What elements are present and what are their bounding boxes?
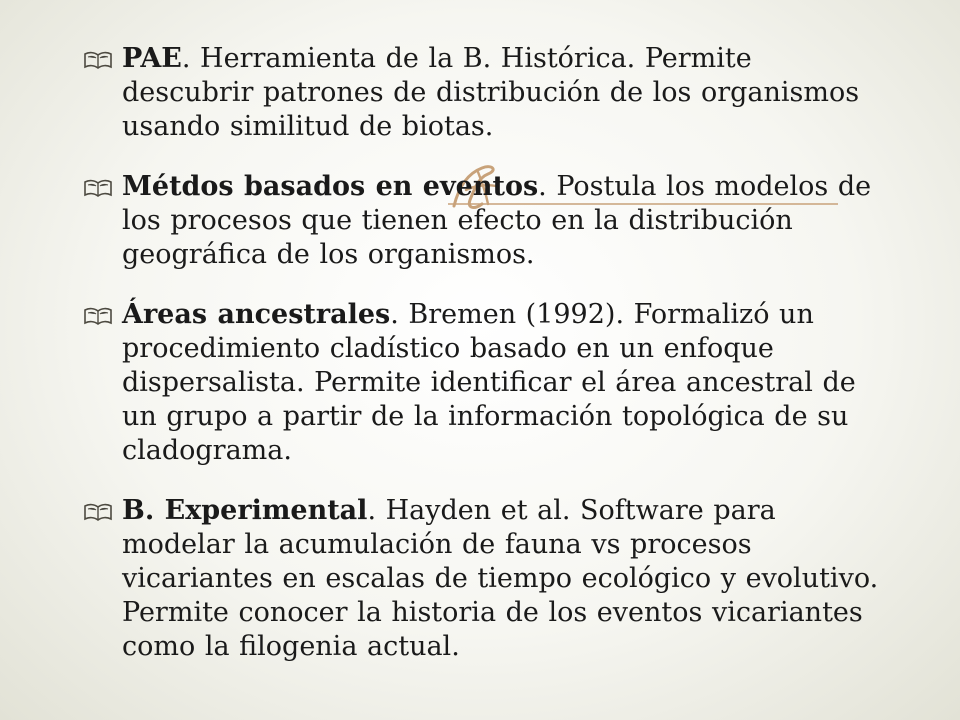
- bullet-item: [84, 298, 884, 468]
- bullet-item: [84, 42, 884, 144]
- bullet-list: [84, 42, 884, 690]
- bullet-text: . Herramienta de la B. Histórica. Permite descubrir patrones de distribución de los organismos usando similitud de biotas.: [122, 43, 860, 142]
- bullet-text: . Hayden et al. Software para modelar la acumulación de fauna vs procesos vicariantes en escalas de tiempo ecológico y evolutivo. Permite conocer la historia de los eventos vicariantes como la filogenia actual.: [122, 495, 879, 662]
- bullet-term: Métdos basados en eventos: [122, 171, 539, 202]
- bullet-term: PAE: [122, 43, 182, 74]
- book-bullet-icon: [84, 307, 112, 325]
- book-bullet-icon: [84, 179, 112, 197]
- bullet-item: [84, 494, 884, 664]
- bullet-term: Áreas ancestrales: [122, 299, 391, 330]
- bullet-text: . Postula los modelos de los procesos que tienen efecto en la distribución geográfica de los organismos.: [122, 171, 872, 270]
- bullet-item: [84, 170, 884, 272]
- bullet-term: B. Experimental: [122, 495, 368, 526]
- book-bullet-icon: [84, 503, 112, 521]
- bullet-text: . Bremen (1992). Formalizó un procedimiento cladístico basado en un enfoque dispersalista. Permite identificar el área ancestral de un grupo a partir de la información topológica de su cladograma.: [122, 299, 856, 466]
- book-bullet-icon: [84, 51, 112, 69]
